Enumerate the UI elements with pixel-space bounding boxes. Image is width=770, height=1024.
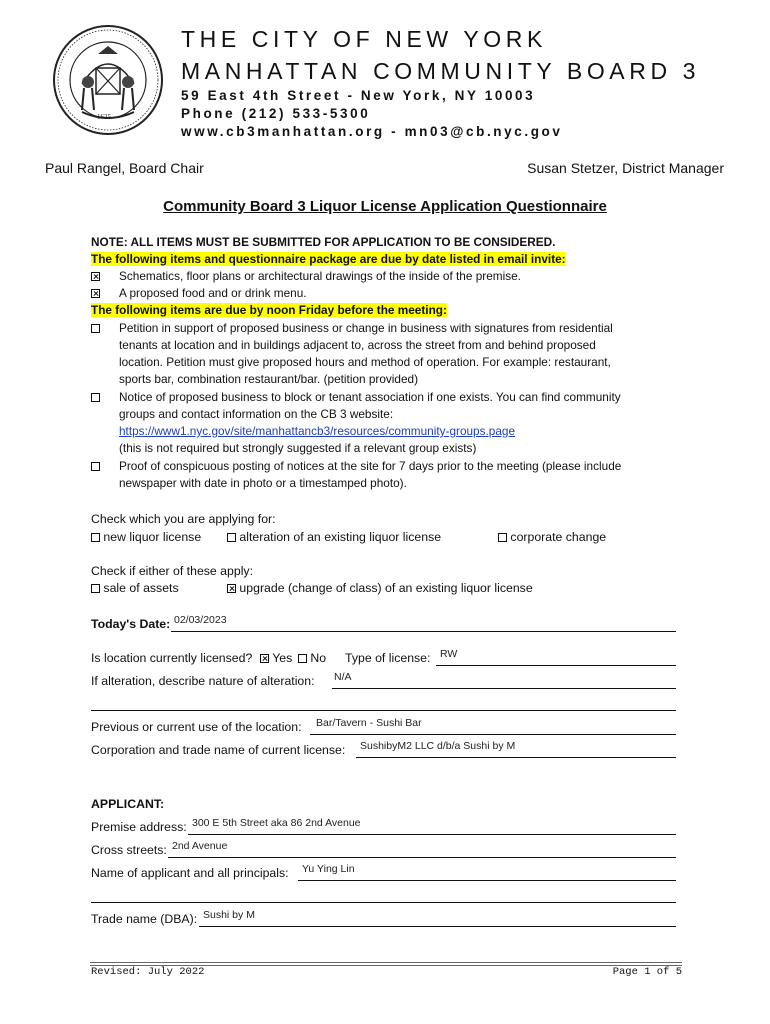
option-new-license[interactable]: new liquor license <box>91 530 201 544</box>
city-seal-logo <box>52 24 164 136</box>
schematics-checkbox[interactable] <box>91 272 100 281</box>
proof-checkbox[interactable] <box>91 462 100 471</box>
licensed-no-checkbox[interactable] <box>298 654 307 663</box>
seal-year: 1625 <box>97 113 111 121</box>
todays-date-label: Today's Date: <box>91 617 171 631</box>
principals-label: Name of applicant and all principals: <box>91 866 289 880</box>
proof-text: Proof of conspicuous posting of notices at the site for 7 days prior to the meeting (please include newspaper with date in photo or a timestamped photo). <box>119 459 622 490</box>
corporation-line <box>356 757 676 758</box>
todays-date-line <box>171 631 676 632</box>
principals-line-2 <box>91 902 676 903</box>
proof-item <box>91 458 100 475</box>
corporation-input[interactable]: SushibyM2 LLC d/b/a Sushi by M <box>360 740 516 752</box>
email-item: Schematics, floor plans or architectural drawings of the inside of the premise. <box>91 268 100 285</box>
option-upgrade[interactable]: upgrade (change of class) of an existing liquor license <box>227 581 533 595</box>
petition-item <box>91 320 100 337</box>
dba-label: Trade name (DBA): <box>91 912 198 926</box>
previous-use-input[interactable]: Bar/Tavern - Sushi Bar <box>316 717 422 729</box>
dba-line <box>199 926 676 927</box>
district-manager: Susan Stetzer, District Manager <box>527 160 724 176</box>
license-type-input[interactable]: RW <box>440 648 458 660</box>
cross-streets-label: Cross streets: <box>91 843 167 857</box>
applying-for-label: Check which you are applying for: <box>91 512 276 526</box>
board-chair: Paul Rangel, Board Chair <box>45 160 204 176</box>
board-title: MANHATTAN COMMUNITY BOARD 3 <box>181 58 701 84</box>
cross-streets-input[interactable]: 2nd Avenue <box>172 840 228 852</box>
notice-text: Notice of proposed business to block or tenant association if one exists. You can find community groups and contact information on the CB 3 website: https://www1.nyc.gov/site/manhattancb3/resources/community-groups.page (this is not required but strongly suggested if a relevant group exists) <box>119 390 621 455</box>
principals-line <box>298 880 676 881</box>
licensed-label: Is location currently licensed? <box>91 651 253 665</box>
corporate-change-checkbox[interactable] <box>498 533 507 542</box>
option-sale-of-assets[interactable]: sale of assets <box>91 581 179 595</box>
alteration-checkbox[interactable] <box>227 533 236 542</box>
petition-checkbox[interactable] <box>91 324 100 333</box>
licensed-yes-checkbox[interactable] <box>260 654 269 663</box>
corporation-label: Corporation and trade name of current license: <box>91 743 346 757</box>
revised-date: Revised: July 2022 <box>91 966 205 978</box>
email-item: A proposed food and or drink menu. <box>91 285 100 302</box>
license-type-label: Type of license: <box>345 651 431 665</box>
applicant-heading: APPLICANT: <box>91 797 165 811</box>
alteration-label: If alteration, describe nature of alteration: <box>91 674 315 688</box>
previous-use-line <box>310 734 676 735</box>
alteration-line-2 <box>91 710 676 711</box>
friday-due-heading: The following items are due by noon Friday before the meeting: <box>91 303 447 317</box>
sale-of-assets-checkbox[interactable] <box>91 584 100 593</box>
notice-checkbox[interactable] <box>91 393 100 402</box>
licensed-yes-option[interactable]: Yes <box>260 651 292 665</box>
option-corporate-change[interactable]: corporate change <box>498 530 606 544</box>
dba-input[interactable]: Sushi by M <box>203 909 255 921</box>
principals-input[interactable]: Yu Ying Lin <box>302 863 355 875</box>
cross-streets-line <box>168 857 676 858</box>
menu-checkbox[interactable] <box>91 289 100 298</box>
upgrade-checkbox[interactable] <box>227 584 236 593</box>
page-number: Page 1 of 5 <box>612 966 682 978</box>
new-license-checkbox[interactable] <box>91 533 100 542</box>
alteration-line <box>332 688 676 689</box>
notice-item <box>91 389 100 406</box>
board-address: 59 East 4th Street - New York, NY 10003 <box>181 88 536 103</box>
premise-address-label: Premise address: <box>91 820 187 834</box>
community-groups-link[interactable]: https://www1.nyc.gov/site/manhattancb3/resources/community-groups.page <box>119 424 516 438</box>
premise-address-line <box>188 834 676 835</box>
petition-text: Petition in support of proposed business or change in business with signatures from residential tenants at location and in buildings adjacent to, across the street from and behind proposed location. Petition must give proposed hours and method of operation. For example: restaurant, sports bar, combination restaurant/bar. (petition provided) <box>119 321 613 386</box>
previous-use-label: Previous or current use of the location: <box>91 720 302 734</box>
city-title: THE CITY OF NEW YORK <box>181 26 547 52</box>
email-due-heading: The following items and questionnaire package are due by date listed in email invite: <box>91 252 566 266</box>
either-apply-label: Check if either of these apply: <box>91 564 253 578</box>
document-title: Community Board 3 Liquor License Application Questionnaire <box>163 198 607 215</box>
licensed-no-option[interactable]: No <box>298 651 326 665</box>
option-alteration[interactable]: alteration of an existing liquor license <box>227 530 441 544</box>
board-web-email[interactable]: www.cb3manhattan.org - mn03@cb.nyc.gov <box>181 124 563 139</box>
alteration-input[interactable]: N/A <box>334 671 352 683</box>
todays-date-input[interactable]: 02/03/2023 <box>174 614 227 626</box>
premise-address-input[interactable]: 300 E 5th Street aka 86 2nd Avenue <box>192 817 361 829</box>
board-phone: Phone (212) 533-5300 <box>181 106 371 121</box>
license-type-line <box>436 665 676 666</box>
note-all-items: NOTE: ALL ITEMS MUST BE SUBMITTED FOR APPLICATION TO BE CONSIDERED. <box>91 235 556 249</box>
